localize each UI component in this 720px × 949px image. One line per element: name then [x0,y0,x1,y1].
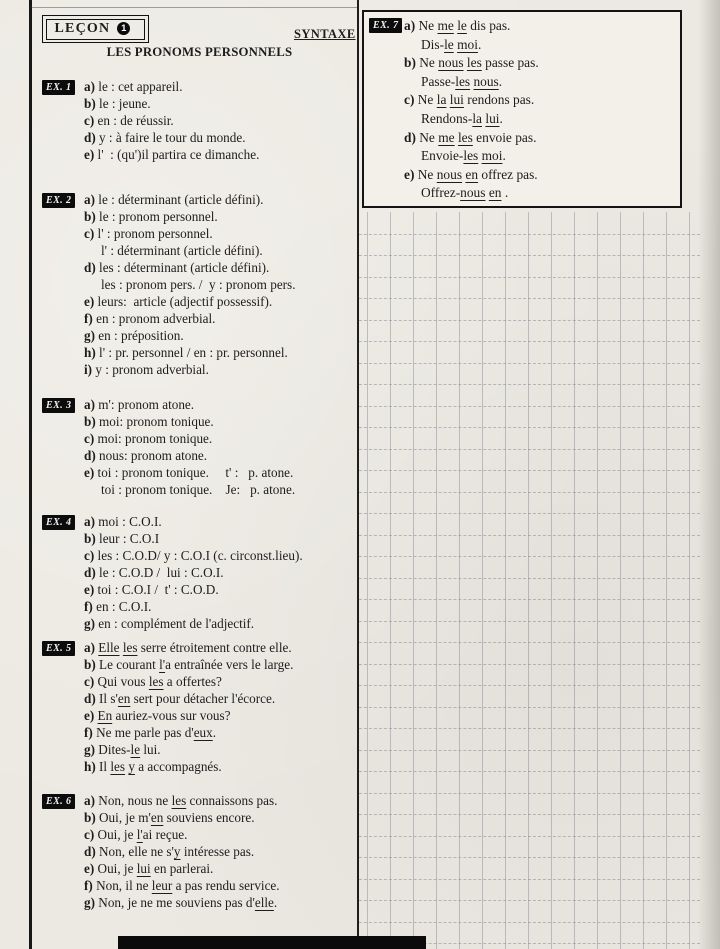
underlined-word: les [463,148,479,164]
exercise-line [84,78,360,95]
line-text: Qui vous les a offertes? [97,674,222,689]
grid-hline [359,814,700,815]
line-prefix: g) [84,328,99,343]
line-text: en : pronom adverbial. [96,311,216,326]
exercise-line [84,809,360,826]
underlined-word: la [472,110,482,126]
grid-hline [359,879,700,880]
underlined-word: elle [254,895,274,910]
line-text: le : C.O.D / lui : C.O.I. [99,565,224,580]
line-prefix: g) [84,616,99,631]
exercise-label: EX. 5 [42,641,75,656]
underlined-word: les [171,793,187,808]
underlined-word: y [128,759,135,774]
line-text: Passe-les nous. [421,73,503,89]
underlined-word: moi [481,148,503,164]
exercise-line [404,147,676,166]
grid-vline [505,212,506,949]
grid-vline [459,212,460,949]
line-prefix: c) [84,113,98,128]
grid-hline [359,556,700,557]
exercise-label: EX. 4 [42,515,75,530]
exercise-label: EX. 7 [369,18,402,33]
line-text: en : de réussir. [97,113,174,128]
line-prefix: e) [84,861,98,876]
grid-hline [359,406,700,407]
line-text: en : complément de l'adjectif. [98,616,255,631]
line-text: toi : pronom tonique. Je: p. atone. [101,482,296,497]
lesson-number-badge: 1 [117,22,130,35]
exercise-line [84,129,360,146]
lesson-label: LEÇON [54,20,111,36]
line-text: m': pronom atone. [98,397,195,412]
line-text: l' : (qu')il partira ce dimanche. [97,147,260,162]
underlined-word: les [148,674,164,689]
exercise-line [84,656,360,673]
underlined-word: nous [436,166,463,182]
line-prefix: c) [404,92,418,108]
exercise-line [84,564,360,581]
line-text: Non, elle ne s'y intéresse pas. [99,844,255,859]
top-rule [31,7,357,8]
grid-vline [620,212,621,949]
exercise-line [84,95,360,112]
exercise-line [84,191,360,208]
line-text: Dites-le lui. [98,742,161,757]
underlined-word: moi [457,36,478,52]
exercise-line [404,36,676,55]
line-prefix: b) [84,531,100,546]
line-prefix: a) [84,192,99,207]
line-text: l' : déterminant (article défini). [101,243,263,258]
line-prefix: c) [84,674,98,689]
line-text: Non, il ne leur a pas rendu service. [96,878,280,893]
grid-hline [359,621,700,622]
line-text: y : pronom adverbial. [95,362,209,377]
underlined-word: en [150,810,164,825]
exercise-line [404,166,676,185]
grid-hline [359,750,700,751]
line-text: Elle les serre étroitement contre elle. [98,640,292,655]
underlined-word: en [465,166,479,182]
grid-vline [436,212,437,949]
grid-hline [359,599,700,600]
grid-vline [413,212,414,949]
line-prefix: h) [84,345,100,360]
exercise-line [84,146,360,163]
exercise-line [84,344,360,361]
line-prefix: b) [84,810,100,825]
line-prefix: b) [404,55,420,71]
exercise-label: EX. 2 [42,193,75,208]
exercise-line [84,112,360,129]
page-edge-shading [698,0,720,949]
grid-hline [359,728,700,729]
grid-hline [359,771,700,772]
exercise-line [84,396,360,413]
exercise-label: EX. 3 [42,398,75,413]
line-prefix: d) [84,691,100,706]
exercise-line [84,208,360,225]
underlined-word: l' [159,657,166,672]
underlined-word: leur [151,878,173,893]
line-text: l' : pronom personnel. [97,226,213,241]
line-text: les : C.O.D/ y : C.O.I (c. circonst.lieu). [97,548,303,563]
exercise-line [404,54,676,73]
grid-hline [359,449,700,450]
line-text: moi: pronom tonique. [97,431,213,446]
exercise-line [84,361,360,378]
line-text: le : déterminant (article défini). [98,192,264,207]
grid-hline [359,793,700,794]
grid-vline [551,212,552,949]
exercise-line [84,293,360,310]
line-prefix: e) [84,465,98,480]
line-text: les : pronom pers. / y : pronom pers. [101,277,296,292]
exercise-line [84,310,360,327]
underlined-word: me [438,129,455,145]
line-prefix: e) [84,582,98,597]
line-prefix: c) [84,431,98,446]
line-text: le : pronom personnel. [99,209,218,224]
grid-vline [689,212,690,949]
underlined-word: les [110,759,126,774]
underlined-word: les [122,640,138,655]
line-text: Envoie-les moi. [421,148,506,164]
line-prefix: a) [84,793,99,808]
line-prefix: d) [84,130,100,145]
underlined-word: nous [473,73,499,89]
grid-hline [359,384,700,385]
exercise-block [42,78,360,163]
grid-hline [359,427,700,428]
line-text: Ne nous les passe pas. [419,55,539,71]
line-text: Offrez-nous en . [421,185,509,201]
grid-hline [359,277,700,278]
line-text: Il les y a accompagnés. [99,759,222,774]
line-prefix: f) [84,725,97,740]
line-text: moi: pronom tonique. [99,414,214,429]
exercise-line [404,184,676,203]
line-text: le : jeune. [99,96,151,111]
grid-hline [359,255,700,256]
grid-hline [359,578,700,579]
underlined-word: lui [449,92,464,108]
line-text: nous: pronom atone. [99,448,208,463]
line-prefix: d) [84,844,100,859]
grid-vline [367,212,368,949]
scan-artifact-bar [118,936,426,949]
line-prefix: e) [84,708,98,723]
line-text: Oui, je l'ai reçue. [97,827,188,842]
exercise-line [84,843,360,860]
exercise-line [84,860,360,877]
exercises-column [42,78,360,911]
exercise-line [84,430,360,447]
line-text: y : à faire le tour du monde. [99,130,246,145]
grid-hline [359,535,700,536]
line-prefix: a) [84,640,99,655]
exercise-line [84,530,360,547]
exercise-line [84,741,360,758]
line-text: Ne me les envoie pas. [419,129,537,145]
line-prefix: b) [84,657,100,672]
syntaxe-label: SYNTAXE [294,27,356,41]
underlined-word: nous [438,55,464,71]
grid-hline [359,470,700,471]
grid-hline [359,664,700,665]
line-text: les : déterminant (article défini). [99,260,270,275]
line-text: Non, nous ne les connaissons pas. [98,793,278,808]
line-text: toi : pronom tonique. t' : p. atone. [97,465,294,480]
underlined-word: les [457,129,473,145]
exercise-line [84,673,360,690]
exercise-line [84,547,360,564]
exercise-block [42,792,360,911]
grid-hline [359,363,700,364]
line-prefix: e) [404,166,418,182]
line-text: Ne me parle pas d'eux. [96,725,217,740]
exercise-line [84,242,360,259]
lesson-box-inner [46,19,146,40]
underlined-word: me [437,18,454,33]
line-text: Rendons-la lui. [421,110,503,126]
grid-hline [359,836,700,837]
exercise-line [84,826,360,843]
underlined-word: l' [136,827,143,842]
exercise-line [84,327,360,344]
line-text: Ne nous en offrez pas. [417,166,538,182]
exercise-line [84,447,360,464]
grid-hline [359,234,700,235]
line-prefix: b) [84,414,100,429]
exercise-line [404,110,676,129]
grid-vline [643,212,644,949]
line-prefix: i) [84,362,96,377]
ex7-lines [364,12,680,203]
line-text: Ne la lui rendons pas. [417,92,535,108]
underlined-word: le [457,18,467,33]
underlined-word: les [455,73,471,89]
exercise-line [84,225,360,242]
grid-vline [390,212,391,949]
line-text: leur : C.O.I [99,531,160,546]
line-text: Oui, je m'en souviens encore. [99,810,255,825]
underlined-word: en [488,185,502,201]
underlined-word: lui [485,110,500,126]
line-prefix: g) [84,895,99,910]
underlined-word: En [97,708,113,723]
line-text: Le courant l'a entraînée vers le large. [99,657,294,672]
exercise-block [42,191,360,378]
underlined-word: la [436,92,447,108]
line-prefix: d) [84,448,100,463]
exercise-line [84,690,360,707]
grid-vline [528,212,529,949]
exercise-line [84,792,360,809]
grid-vline [597,212,598,949]
line-prefix: f) [84,311,97,326]
exercise-line [84,724,360,741]
line-prefix: d) [84,565,100,580]
exercise-label: EX. 1 [42,80,75,95]
exercise-line [84,464,360,481]
exercise-line [84,276,360,293]
exercise-line [84,481,360,498]
line-text: Ne me le dis pas. [418,18,511,33]
exercise-line [84,894,360,911]
underlined-word: en [117,691,131,706]
line-prefix: d) [404,129,420,145]
line-prefix: e) [84,147,98,162]
line-prefix: h) [84,759,100,774]
grid-hline [359,685,700,686]
underlined-word: y [173,844,181,859]
line-text: Il s'en sert pour détacher l'écorce. [99,691,276,706]
line-prefix: b) [84,96,100,111]
line-prefix: a) [84,397,99,412]
line-prefix: b) [84,209,100,224]
underlined-word: le [444,36,454,52]
line-text: leurs: article (adjectif possessif). [97,294,273,309]
grid-hline [359,492,700,493]
exercise-line [84,639,360,656]
grid-vline [666,212,667,949]
exercise-block [42,513,360,632]
underlined-word: les [466,55,482,71]
grid-hline [359,341,700,342]
line-prefix: f) [84,878,97,893]
exercise-line [84,615,360,632]
line-prefix: f) [84,599,97,614]
exercise-line [404,129,676,148]
exercise-line [84,581,360,598]
line-text: toi : C.O.I / t' : C.O.D. [97,582,219,597]
exercise-line [84,758,360,775]
grid-paper [359,212,700,949]
line-text: En auriez-vous sur vous? [97,708,231,723]
underlined-word: Elle [98,640,120,655]
grid-hline [359,922,700,923]
exercise-line [84,513,360,530]
grid-vline [482,212,483,949]
line-prefix: g) [84,742,99,757]
grid-hline [359,513,700,514]
lesson-box [42,15,149,43]
exercise-line [84,413,360,430]
line-text: en : préposition. [98,328,184,343]
exercise-line [84,259,360,276]
exercise-line [84,877,360,894]
exercise-line [84,598,360,615]
line-text: en : C.O.I. [96,599,152,614]
underlined-word: eux [193,725,213,740]
underlined-word: le [130,742,141,757]
line-text: le : cet appareil. [98,79,183,94]
line-prefix: c) [84,226,98,241]
underlined-word: lui [136,861,151,876]
line-text: Dis-le moi. [421,36,482,52]
exercise-block [42,639,360,775]
exercise-label: EX. 6 [42,794,75,809]
line-prefix: a) [84,79,99,94]
grid-hline [359,298,700,299]
grid-hline [359,320,700,321]
line-prefix: e) [84,294,98,309]
left-margin-rule [29,0,32,949]
page-title: LES PRONOMS PERSONNELS [106,45,293,59]
grid-hline [359,857,700,858]
exercise-line [404,91,676,110]
line-text: moi : C.O.I. [98,514,162,529]
grid-vline [574,212,575,949]
line-text: Oui, je lui en parlerai. [97,861,214,876]
exercise-line [404,73,676,92]
line-prefix: c) [84,548,98,563]
line-prefix: a) [84,514,99,529]
ex7-box [362,10,682,208]
line-prefix: a) [404,18,419,33]
grid-hline [359,707,700,708]
underlined-word: nous [460,185,486,201]
line-prefix: d) [84,260,100,275]
line-text: Non, je ne me souviens pas d'elle. [98,895,278,910]
exercise-line [404,17,676,36]
line-text: l' : pr. personnel / en : pr. personnel. [99,345,288,360]
grid-hline [359,642,700,643]
grid-hline [359,900,700,901]
exercise-line [84,707,360,724]
line-prefix: c) [84,827,98,842]
exercise-block [42,396,360,498]
